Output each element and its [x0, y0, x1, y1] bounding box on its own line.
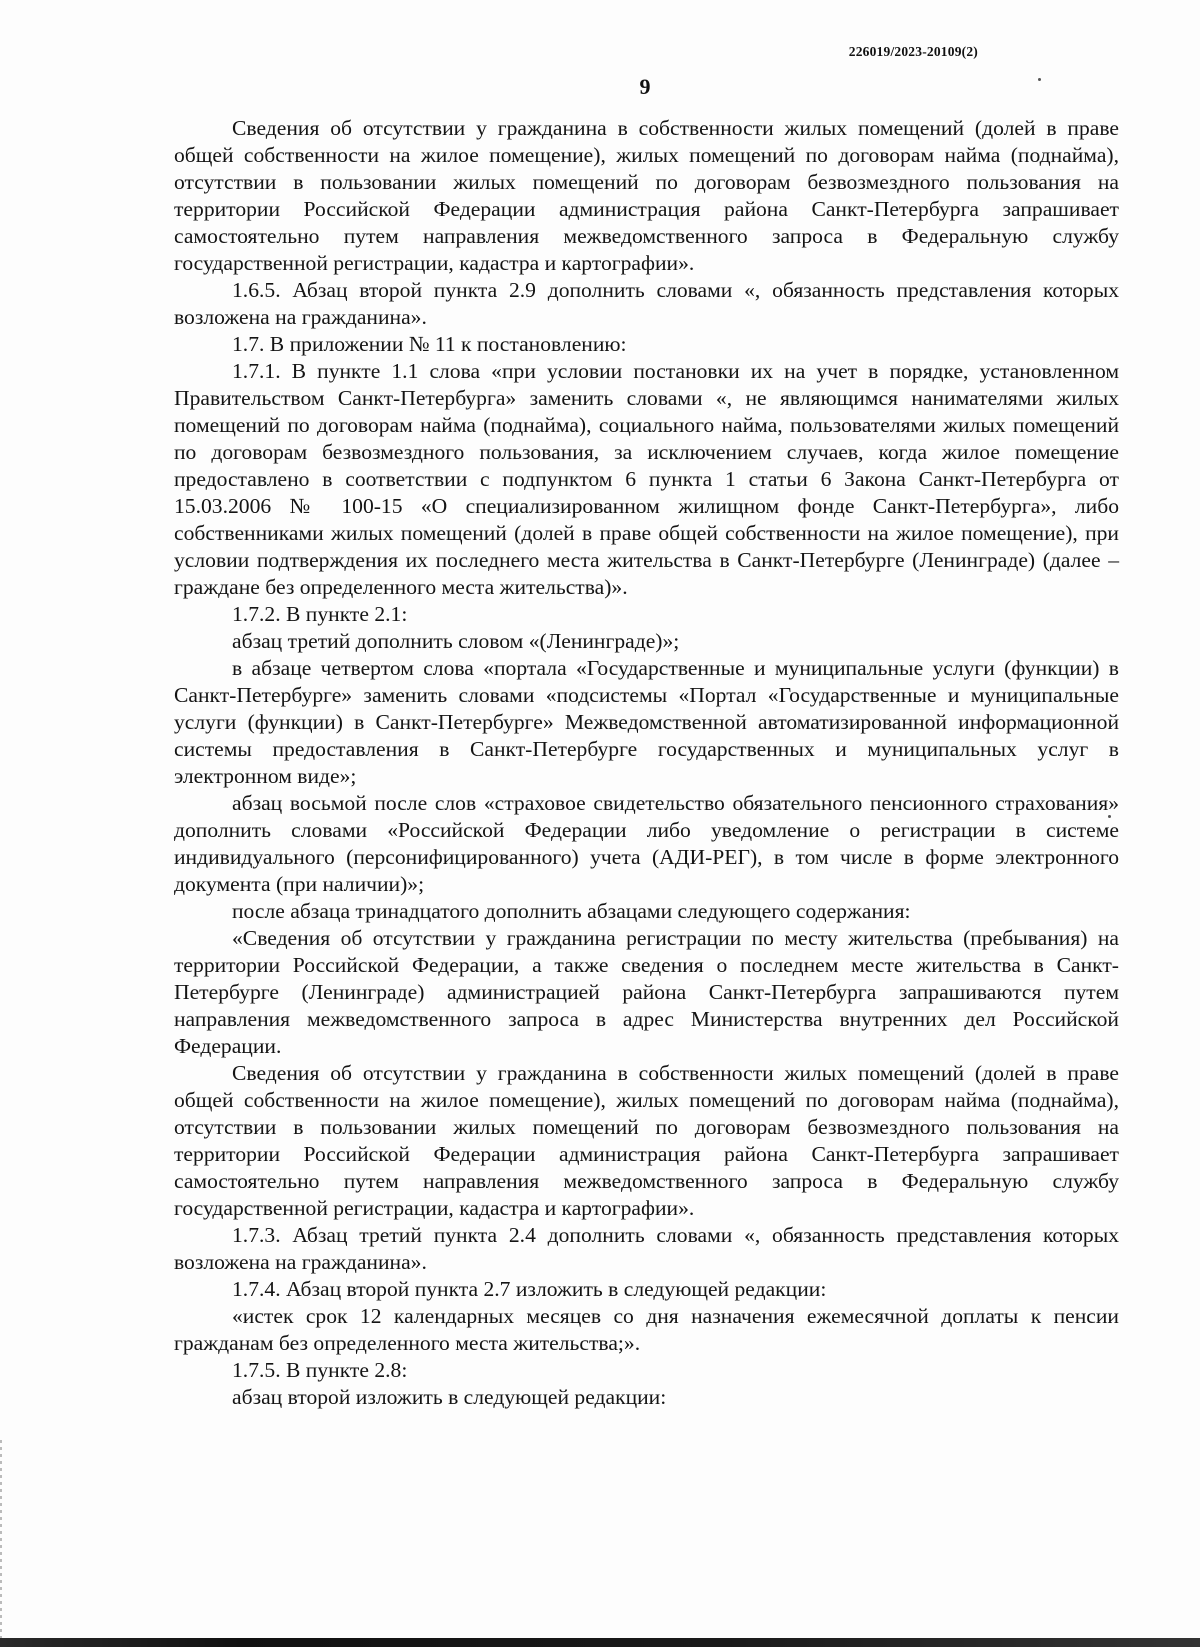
- paragraph-property-info-1: Сведения об отсутствии у гражданина в собственности жилых помещений (долей в праве общей собственности на жилое помещение), жилых помещений по договорам найма (поднайма), отсутствии в пользовании жилых помещений по договорам безвозмездного пользования на территории Российской Федерации администрация района Санкт-Петербурга запрашивает самостоятельно путем направления межведомственного запроса в Федеральную службу государственной регистрации, кадастра и картографии».: [174, 116, 1119, 275]
- paragraph-1-7-3: 1.7.3. Абзац третий пункта 2.4 дополнить словами «, обязанность представления которых возложена на гражданина».: [174, 1223, 1119, 1274]
- paragraph-istek-srok: «истек срок 12 календарных месяцев со дня назначения ежемесячной доплаты к пенсии гражданам без определенного места жительства;».: [174, 1304, 1119, 1355]
- paragraph-1-7-1: 1.7.1. В пункте 1.1 слова «при условии постановки их на учет в порядке, установленном Правительством Санкт-Петербурга» заменить словами «, не являющимся нанимателями жилых помещений по договорам найма (поднайма), социального найма, пользователями жилых помещений по договорам безвозмездного пользования, за исключением случаев, когда жилое помещение предоставлено в соответствии с подпунктом 6 пункта 1 статьи 6 Закона Санкт-Петербурга от 15.03.2006 № 100-15 «О специализированном жилищном фонде Санкт-Петербурга», либо собственниками жилых помещений (долей в праве общей собственности на жилое помещение), при условии подтверждения их последнего места жительства в Санкт-Петербурге (Ленинграде) (далее – граждане без определенного места жительства)».: [174, 359, 1119, 599]
- paragraph-1-6-5: 1.6.5. Абзац второй пункта 2.9 дополнить словами «, обязанность представления которых возложена на гражданина».: [174, 278, 1119, 329]
- paragraph-registration-info: «Сведения об отсутствии у гражданина регистрации по месту жительства (пребывания) на территории Российской Федерации, а также сведения о последнем месте жительства в Санкт-Петербурге (Ленинграде) администрацией района Санкт-Петербурга запрашиваются путем направления межведомственного запроса в адрес Министерства внутренних дел Российской Федерации.: [174, 926, 1119, 1058]
- scan-left-edge: [0, 1440, 2, 1647]
- scan-bottom-edge: [0, 1638, 1200, 1647]
- paragraph-1-7-2: 1.7.2. В пункте 2.1:: [232, 602, 408, 626]
- paragraph-1-7-4: 1.7.4. Абзац второй пункта 2.7 изложить в следующей редакции:: [232, 1277, 827, 1301]
- paragraph-abzac-chetvertyy: в абзаце четвертом слова «портала «Государственные и муниципальные услуги (функции) в Санкт-Петербурге» заменить словами «подсистемы «Портал «Государственные и муниципальные услуги (функции) в Санкт-Петербурге» Межведомственной автоматизированной информационной системы предоставления в Санкт-Петербурге государственных и муниципальных услуг в электронном виде»;: [174, 656, 1119, 788]
- paragraph-1-7: 1.7. В приложении № 11 к постановлению:: [232, 332, 627, 356]
- document-registration-number: 226019/2023-20109(2): [848, 44, 978, 59]
- paragraph-abzac-tretiy: абзац третий дополнить словом «(Ленинграде)»;: [232, 629, 680, 653]
- paragraph-abzac-vosmoy: абзац восьмой после слов «страховое свидетельство обязательного пенсионного страхования» дополнить словами «Российской Федерации либо уведомление о регистрации в системе индивидуального (персонифицированного) учета (АДИ-РЕГ), в том числе в форме электронного документа (при наличии)»;: [174, 791, 1119, 896]
- paragraph-property-info-2: Сведения об отсутствии у гражданина в собственности жилых помещений (долей в праве общей собственности на жилое помещение), жилых помещений по договорам найма (поднайма), отсутствии в пользовании жилых помещений по договорам безвозмездного пользования на территории Российской Федерации администрация района Санкт-Петербурга запрашивает самостоятельно путем направления межведомственного запроса в Федеральную службу государственной регистрации, кадастра и картографии».: [174, 1061, 1119, 1220]
- document-body: [174, 115, 1119, 1411]
- page-number: 9: [639, 74, 651, 99]
- paragraph-1-7-5: 1.7.5. В пункте 2.8:: [232, 1358, 408, 1382]
- scan-speck: [1108, 815, 1111, 818]
- paragraph-posle-abzaca: после абзаца тринадцатого дополнить абзацами следующего содержания:: [232, 899, 911, 923]
- paragraph-abzac-vtoroy: абзац второй изложить в следующей редакции:: [232, 1385, 667, 1409]
- scan-speck: [1038, 78, 1041, 81]
